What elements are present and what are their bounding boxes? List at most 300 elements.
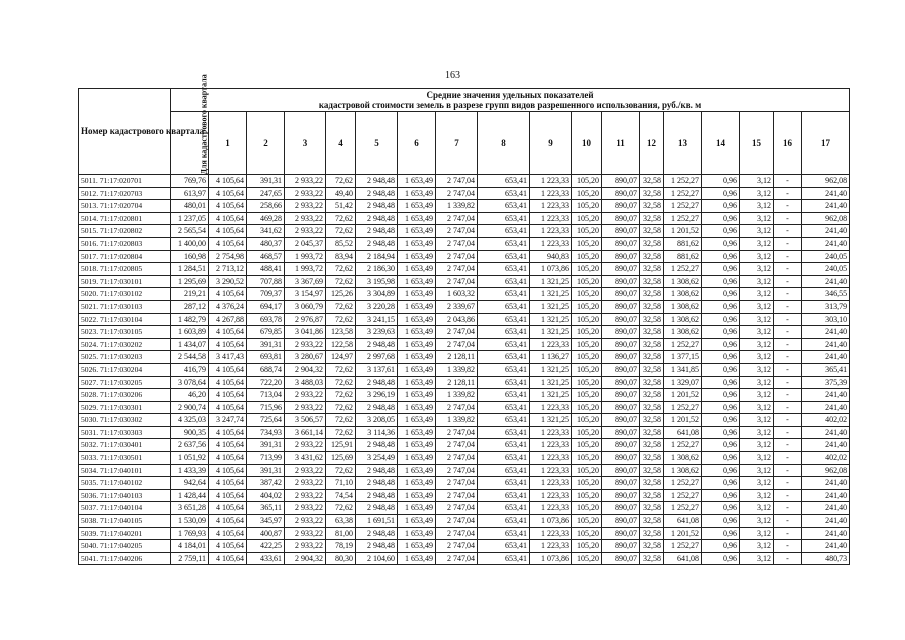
cell-value: 2 747,04: [436, 175, 478, 188]
cell-value: 1 308,62: [664, 326, 702, 339]
cell-value: -: [774, 477, 802, 490]
table-row: [79, 225, 850, 238]
cell-value: 1 653,49: [398, 175, 436, 188]
cell-value: 2 948,48: [356, 489, 398, 502]
cell-value: 3,12: [740, 250, 774, 263]
cell-value: 72,62: [326, 225, 356, 238]
cell-value: 2 043,86: [436, 313, 478, 326]
cell-value: 2 933,22: [285, 527, 326, 540]
cell-value: 1 482,79: [171, 313, 209, 326]
cell-value: 2 759,11: [171, 552, 209, 565]
cell-value: 2 747,04: [436, 540, 478, 553]
table-row: [79, 502, 850, 515]
cell-value: 890,07: [602, 439, 640, 452]
cell-value: 890,07: [602, 187, 640, 200]
cell-value: 1 653,49: [398, 477, 436, 490]
cell-cadastral-quarter: 5036. 71:17:040103: [79, 489, 171, 502]
cell-value: 3,12: [740, 515, 774, 528]
cell-value: -: [774, 288, 802, 301]
cell-value: 74,54: [326, 489, 356, 502]
cell-value: 653,41: [478, 263, 530, 276]
cell-value: 2 747,04: [436, 452, 478, 465]
cell-value: 1 252,27: [664, 263, 702, 276]
table-row: [79, 363, 850, 376]
cell-value: 653,41: [478, 212, 530, 225]
cell-value: 241,40: [802, 351, 850, 364]
cell-value: 32,58: [640, 237, 664, 250]
cell-value: 258,66: [247, 200, 285, 213]
cell-value: 1 321,25: [530, 288, 572, 301]
cell-value: 890,07: [602, 212, 640, 225]
cell-value: 1 201,52: [664, 527, 702, 540]
cell-value: 1 308,62: [664, 452, 702, 465]
cell-value: 1 530,09: [171, 515, 209, 528]
cell-value: 46,20: [171, 389, 209, 402]
cell-value: 713,04: [247, 389, 285, 402]
cell-value: 2 933,22: [285, 515, 326, 528]
cell-value: 0,96: [702, 401, 740, 414]
cell-value: 241,40: [802, 389, 850, 402]
cell-value: 0,96: [702, 464, 740, 477]
cell-value: 3,12: [740, 389, 774, 402]
cell-value: 4 105,64: [209, 363, 247, 376]
cell-value: 241,40: [802, 237, 850, 250]
cell-value: 3 506,57: [285, 414, 326, 427]
cell-value: 3 488,03: [285, 376, 326, 389]
cell-value: 480,01: [171, 200, 209, 213]
cell-value: 4 376,24: [209, 300, 247, 313]
cell-value: 105,20: [572, 237, 602, 250]
cell-value: 890,07: [602, 263, 640, 276]
table-row: [79, 250, 850, 263]
cell-value: 2 747,04: [436, 212, 478, 225]
cell-value: 1 400,00: [171, 237, 209, 250]
cell-value: 2 747,04: [436, 338, 478, 351]
cell-value: 722,20: [247, 376, 285, 389]
cell-value: 0,96: [702, 275, 740, 288]
cell-value: 693,78: [247, 313, 285, 326]
cell-value: 1 295,69: [171, 275, 209, 288]
cell-value: 1 252,27: [664, 187, 702, 200]
cell-value: 900,35: [171, 426, 209, 439]
cell-cadastral-quarter: 5030. 71:17:030302: [79, 414, 171, 427]
cell-cadastral-quarter: 5031. 71:17:030303: [79, 426, 171, 439]
cell-value: 2 747,04: [436, 401, 478, 414]
cell-value: 0,96: [702, 376, 740, 389]
cell-value: 1 653,49: [398, 502, 436, 515]
cell-value: 105,20: [572, 300, 602, 313]
cell-value: 1 223,33: [530, 225, 572, 238]
table-row: [79, 540, 850, 553]
cell-value: 1 321,25: [530, 326, 572, 339]
cell-value: 890,07: [602, 250, 640, 263]
cell-value: 72,62: [326, 275, 356, 288]
cell-value: 402,02: [802, 452, 850, 465]
cell-value: 0,96: [702, 300, 740, 313]
cell-value: 2 637,56: [171, 439, 209, 452]
cell-value: 4 105,64: [209, 489, 247, 502]
cell-value: 2 933,22: [285, 464, 326, 477]
cell-value: 0,96: [702, 250, 740, 263]
cell-value: 105,20: [572, 477, 602, 490]
table-row: [79, 187, 850, 200]
cell-value: 1 321,25: [530, 300, 572, 313]
cell-value: 72,62: [326, 389, 356, 402]
cell-value: 4 105,64: [209, 439, 247, 452]
cell-value: -: [774, 414, 802, 427]
cell-value: 32,58: [640, 426, 664, 439]
cell-value: 105,20: [572, 212, 602, 225]
cell-value: 391,31: [247, 175, 285, 188]
cell-value: 1 308,62: [664, 464, 702, 477]
cell-value: 4 105,64: [209, 426, 247, 439]
header-title: [171, 89, 850, 112]
cell-cadastral-quarter: 5024. 71:17:030202: [79, 338, 171, 351]
cell-value: 653,41: [478, 502, 530, 515]
cell-value: 2 747,04: [436, 502, 478, 515]
cell-value: 890,07: [602, 414, 640, 427]
cell-value: 688,74: [247, 363, 285, 376]
cell-value: 1 653,49: [398, 376, 436, 389]
cell-value: 49,40: [326, 187, 356, 200]
cell-value: 3,12: [740, 552, 774, 565]
cell-value: 241,40: [802, 200, 850, 213]
cell-value: 1 321,25: [530, 363, 572, 376]
cell-value: 1 252,27: [664, 200, 702, 213]
cell-value: -: [774, 200, 802, 213]
cell-value: 890,07: [602, 552, 640, 565]
cell-value: 653,41: [478, 313, 530, 326]
cell-value: 51,42: [326, 200, 356, 213]
cell-value: 416,79: [171, 363, 209, 376]
cell-value: 341,62: [247, 225, 285, 238]
cell-value: 105,20: [572, 414, 602, 427]
cell-value: 890,07: [602, 300, 640, 313]
header-group-9: 9: [530, 112, 572, 175]
cell-value: 2 900,74: [171, 401, 209, 414]
cell-value: 402,02: [802, 414, 850, 427]
cell-value: 32,58: [640, 515, 664, 528]
cell-value: 219,21: [171, 288, 209, 301]
cell-value: 1 223,33: [530, 187, 572, 200]
cell-value: 2 933,22: [285, 477, 326, 490]
cell-value: 1 223,33: [530, 338, 572, 351]
cell-value: 105,20: [572, 552, 602, 565]
cell-value: 1 993,72: [285, 263, 326, 276]
cell-value: 1 321,25: [530, 376, 572, 389]
cell-value: 1 237,05: [171, 212, 209, 225]
cell-value: 1 223,33: [530, 489, 572, 502]
cell-value: 641,08: [664, 515, 702, 528]
cell-value: 72,62: [326, 212, 356, 225]
cell-value: 1 339,82: [436, 363, 478, 376]
cell-value: 1 252,27: [664, 338, 702, 351]
cell-value: 480,73: [802, 552, 850, 565]
cell-value: 1 653,49: [398, 464, 436, 477]
cell-value: 247,65: [247, 187, 285, 200]
cell-value: 480,37: [247, 237, 285, 250]
cell-value: 422,25: [247, 540, 285, 553]
cell-cadastral-quarter: 5038. 71:17:040105: [79, 515, 171, 528]
cell-value: 1 653,49: [398, 326, 436, 339]
cell-value: 0,96: [702, 187, 740, 200]
cell-cadastral-quarter: 5012. 71:17:020703: [79, 187, 171, 200]
cell-cadastral-quarter: 5035. 71:17:040102: [79, 477, 171, 490]
cell-value: 2 045,37: [285, 237, 326, 250]
cell-value: 734,93: [247, 426, 285, 439]
cell-value: 3 290,52: [209, 275, 247, 288]
cell-value: 404,02: [247, 489, 285, 502]
header-row-title: [79, 89, 850, 112]
cell-value: 1 252,27: [664, 540, 702, 553]
cell-value: -: [774, 552, 802, 565]
cell-value: 1 339,82: [436, 389, 478, 402]
cell-value: 468,57: [247, 250, 285, 263]
cell-value: -: [774, 540, 802, 553]
cell-value: 0,96: [702, 439, 740, 452]
cell-value: 32,58: [640, 376, 664, 389]
cell-value: 3,12: [740, 263, 774, 276]
cell-value: -: [774, 313, 802, 326]
cell-value: 125,91: [326, 439, 356, 452]
cell-cadastral-quarter: 5025. 71:17:030203: [79, 351, 171, 364]
cell-value: 3,12: [740, 376, 774, 389]
cell-value: 1 223,33: [530, 212, 572, 225]
cell-value: 890,07: [602, 363, 640, 376]
header-group-5: 5: [356, 112, 398, 175]
cell-value: 709,37: [247, 288, 285, 301]
header-group-15: 15: [740, 112, 774, 175]
cell-value: 32,58: [640, 489, 664, 502]
cell-value: 890,07: [602, 351, 640, 364]
cell-value: 653,41: [478, 401, 530, 414]
cell-value: -: [774, 401, 802, 414]
cell-value: 653,41: [478, 351, 530, 364]
cell-value: 105,20: [572, 200, 602, 213]
cell-value: 105,20: [572, 401, 602, 414]
cell-value: 3,12: [740, 212, 774, 225]
cell-value: 1 308,62: [664, 288, 702, 301]
cell-value: 1 308,62: [664, 313, 702, 326]
cell-value: 241,40: [802, 515, 850, 528]
cell-value: 3,12: [740, 275, 774, 288]
table-row: [79, 452, 850, 465]
cell-value: 2 933,22: [285, 540, 326, 553]
cell-cadastral-quarter: 5020. 71:17:030102: [79, 288, 171, 301]
cell-value: 241,40: [802, 502, 850, 515]
cell-value: 2 933,22: [285, 175, 326, 188]
cell-value: 1 321,25: [530, 275, 572, 288]
cell-value: 72,62: [326, 313, 356, 326]
header-title-line2: кадастровой стоимости земель в разрезе групп видов разрешенного использования, руб./кв. м: [318, 100, 702, 110]
cell-value: 3 114,36: [356, 426, 398, 439]
table-row: [79, 175, 850, 188]
cell-value: 0,96: [702, 313, 740, 326]
cell-value: -: [774, 464, 802, 477]
cell-value: 3 417,43: [209, 351, 247, 364]
cell-value: 32,58: [640, 275, 664, 288]
cell-value: 4 105,64: [209, 540, 247, 553]
cell-value: 4 105,64: [209, 502, 247, 515]
cell-cadastral-quarter: 5032. 71:17:030401: [79, 439, 171, 452]
cell-value: 1 653,49: [398, 452, 436, 465]
cell-value: 345,97: [247, 515, 285, 528]
cell-cadastral-quarter: 5039. 71:17:040201: [79, 527, 171, 540]
header-group-4: 4: [326, 112, 356, 175]
cell-value: 4 105,64: [209, 452, 247, 465]
cell-value: 32,58: [640, 288, 664, 301]
cell-value: 0,96: [702, 288, 740, 301]
cell-value: -: [774, 452, 802, 465]
cell-value: 122,58: [326, 338, 356, 351]
cell-value: 1 223,33: [530, 527, 572, 540]
cell-cadastral-quarter: 5013. 71:17:020704: [79, 200, 171, 213]
cell-value: 0,96: [702, 477, 740, 490]
cell-value: 1 223,33: [530, 464, 572, 477]
cell-value: 1 769,93: [171, 527, 209, 540]
cell-value: 3 241,15: [356, 313, 398, 326]
header-row-groups: [79, 112, 850, 175]
cell-value: 241,40: [802, 426, 850, 439]
header-group-10: 10: [572, 112, 602, 175]
header-group-3: 3: [285, 112, 326, 175]
cell-value: 32,58: [640, 464, 664, 477]
cell-value: 1 201,52: [664, 225, 702, 238]
cell-value: 1 653,49: [398, 338, 436, 351]
cell-value: 3 296,19: [356, 389, 398, 402]
cell-value: 3 254,49: [356, 452, 398, 465]
header-group-17: 17: [802, 112, 850, 175]
cell-value: 32,58: [640, 363, 664, 376]
cell-value: 881,62: [664, 250, 702, 263]
cell-value: 303,10: [802, 313, 850, 326]
cell-value: 105,20: [572, 389, 602, 402]
cell-value: 400,87: [247, 527, 285, 540]
cell-value: 2 747,04: [436, 477, 478, 490]
cell-value: 962,08: [802, 175, 850, 188]
cell-value: 0,96: [702, 389, 740, 402]
table-row: [79, 414, 850, 427]
cell-value: 653,41: [478, 175, 530, 188]
cell-value: -: [774, 326, 802, 339]
cell-value: 3,12: [740, 225, 774, 238]
cell-value: 769,76: [171, 175, 209, 188]
cell-value: 1 252,27: [664, 477, 702, 490]
cell-value: 32,58: [640, 351, 664, 364]
cell-value: 1 201,52: [664, 414, 702, 427]
cell-value: 4 105,64: [209, 515, 247, 528]
cell-value: 2 997,68: [356, 351, 398, 364]
cell-cadastral-quarter: 5033. 71:17:030501: [79, 452, 171, 465]
cell-value: 1 252,27: [664, 439, 702, 452]
cell-value: 1 653,49: [398, 552, 436, 565]
header-title-line1: Средние значения удельных показателей: [426, 90, 594, 100]
cell-value: 0,96: [702, 225, 740, 238]
cell-value: 125,69: [326, 452, 356, 465]
cell-value: 890,07: [602, 464, 640, 477]
cell-value: 83,94: [326, 250, 356, 263]
cell-value: 3,12: [740, 489, 774, 502]
cell-value: 1 223,33: [530, 200, 572, 213]
cell-value: 240,05: [802, 250, 850, 263]
cell-value: 105,20: [572, 439, 602, 452]
cell-value: 725,64: [247, 414, 285, 427]
cell-value: 1 223,33: [530, 452, 572, 465]
cell-value: 2 948,48: [356, 338, 398, 351]
cell-value: 2 904,32: [285, 552, 326, 565]
cell-value: 2 933,22: [285, 187, 326, 200]
cell-value: 4 325,03: [171, 414, 209, 427]
cell-value: 1 073,86: [530, 515, 572, 528]
cell-value: 2 948,48: [356, 502, 398, 515]
cell-value: 365,41: [802, 363, 850, 376]
cell-value: 3,12: [740, 288, 774, 301]
cell-value: 1 252,27: [664, 401, 702, 414]
cell-value: 32,58: [640, 477, 664, 490]
cell-value: 4 105,64: [209, 175, 247, 188]
cell-cadastral-quarter: 5023. 71:17:030105: [79, 326, 171, 339]
cell-value: 1 653,49: [398, 275, 436, 288]
cell-value: -: [774, 389, 802, 402]
table-row: [79, 426, 850, 439]
cell-value: 2 747,04: [436, 187, 478, 200]
cell-value: 3,12: [740, 363, 774, 376]
cell-value: 0,96: [702, 552, 740, 565]
cell-value: 241,40: [802, 275, 850, 288]
cell-value: 2 948,48: [356, 212, 398, 225]
table-row: [79, 326, 850, 339]
cell-value: 1 252,27: [664, 502, 702, 515]
cell-value: 72,62: [326, 464, 356, 477]
cell-value: 32,58: [640, 187, 664, 200]
cell-value: 0,96: [702, 452, 740, 465]
cell-value: 3,12: [740, 414, 774, 427]
table-row: [79, 338, 850, 351]
cell-value: 1 136,27: [530, 351, 572, 364]
cell-value: 3,12: [740, 175, 774, 188]
cell-value: 0,96: [702, 200, 740, 213]
cell-value: 105,20: [572, 376, 602, 389]
cell-cadastral-quarter: 5034. 71:17:040101: [79, 464, 171, 477]
cell-value: 1 339,82: [436, 414, 478, 427]
cell-value: 105,20: [572, 363, 602, 376]
cell-value: 1 653,49: [398, 351, 436, 364]
cell-value: 4 105,64: [209, 288, 247, 301]
cell-value: 1 223,33: [530, 540, 572, 553]
cell-value: 80,30: [326, 552, 356, 565]
cell-value: 105,20: [572, 288, 602, 301]
cell-value: 2 948,48: [356, 439, 398, 452]
cell-value: 653,41: [478, 489, 530, 502]
cell-value: 3,12: [740, 338, 774, 351]
table-row: [79, 464, 850, 477]
cell-value: 72,62: [326, 376, 356, 389]
cell-value: 1 603,89: [171, 326, 209, 339]
cell-value: 890,07: [602, 376, 640, 389]
cell-value: 1 339,82: [436, 200, 478, 213]
header-key-column: Номер кадастрового квартала: [79, 89, 171, 175]
cell-value: 613,97: [171, 187, 209, 200]
cell-value: 240,05: [802, 263, 850, 276]
cell-value: 962,08: [802, 464, 850, 477]
cell-value: 2 933,22: [285, 389, 326, 402]
cell-value: 2 747,04: [436, 489, 478, 502]
table-row: [79, 527, 850, 540]
cell-value: 3,12: [740, 326, 774, 339]
cell-value: 72,62: [326, 175, 356, 188]
cell-value: -: [774, 351, 802, 364]
cell-value: 653,41: [478, 439, 530, 452]
